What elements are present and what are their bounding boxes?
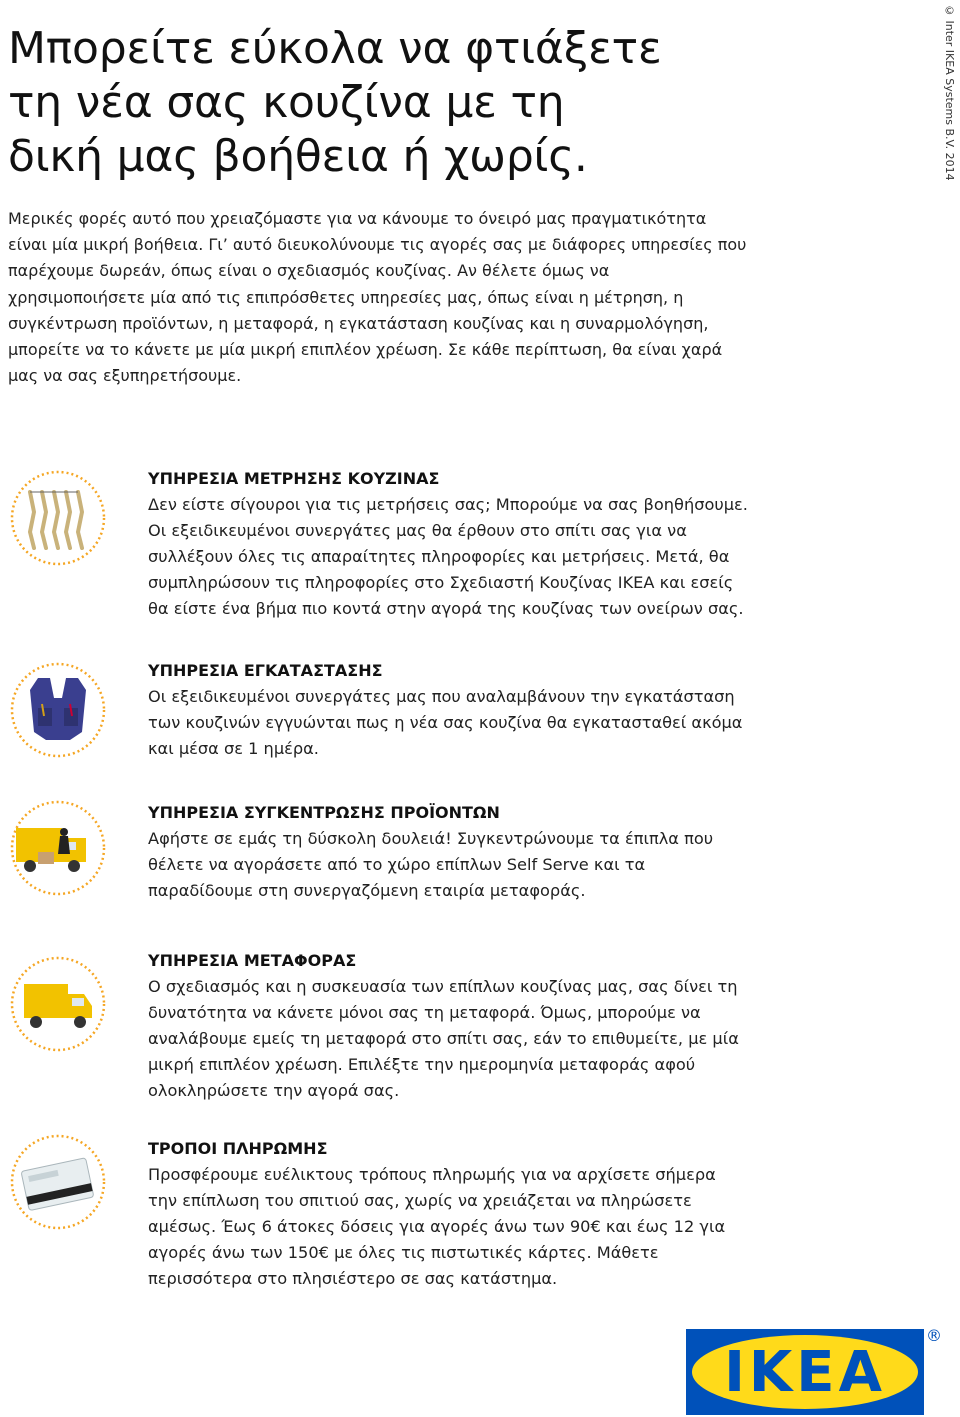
measuring-service-text: Δεν είστε σίγουροι για τις μετρήσεις σας; Μπορούμε να σας βοηθήσουμε. Οι εξειδικευμένοι συνεργάτες μας θα έρθουν στο σπίτι σας για να συλλέξουν όλες τις απαραίτητες πληροφορίες και μετρήσεις. Μετά, θα συμπληρώσουν τις πληροφορίες στο Σχεδιαστή Κουζίνας IKEA και εσείς θα είστε ένα βήμα πιο κοντά στην αγορά της κουζίνας των ονείρων σας.: [148, 495, 748, 618]
page-headline: [8, 22, 808, 184]
delivery-service-title: ΥΠΗΡΕΣΙΑ ΜΕΤΑΦΟΡΑΣ: [148, 951, 357, 970]
headline-line-2: τη νέα σας κουζίνα με τη: [8, 77, 565, 128]
registered-trademark-symbol: ®: [926, 1329, 942, 1345]
delivery-service: [148, 948, 748, 1104]
installation-service-title: ΥΠΗΡΕΣΙΑ ΕΓΚΑΤΑΣΤΑΣΗΣ: [148, 661, 383, 680]
ikea-logo: [686, 1329, 942, 1415]
collection-service-text: Αφήστε σε εμάς τη δύσκολη δουλειά! Συγκεντρώνουμε τα έπιπλα που θέλετε να αγοράσετε από το χώρο επίπλων Self Serve και τα παραδίδουμε στη συνεργαζόμενη εταιρία μεταφοράς.: [148, 829, 714, 900]
measuring-service: [148, 466, 748, 622]
collection-service-title: ΥΠΗΡΕΣΙΑ ΣΥΓΚΕΝΤΡΩΣΗΣ ΠΡΟΪΟΝΤΩΝ: [148, 803, 500, 822]
payment-methods: [148, 1136, 748, 1292]
delivery-worker-icon: [8, 798, 114, 898]
payment-methods-title: ΤΡΟΠΟΙ ΠΛΗΡΩΜΗΣ: [148, 1139, 328, 1158]
copyright-notice: © Inter IKEA Systems B.V. 2014: [943, 4, 956, 181]
delivery-service-text: Ο σχεδιασμός και η συσκευασία των επίπλων κουζίνας μας, σας δίνει τη δυνατότητα να κάνετε μόνοι σας τη μεταφορά. Όμως, μπορούμε να αναλάβουμε εμείς τη μεταφορά στο σπίτι σας, εάν το επιθυμείτε, με μία μικρή επιπλέον χρέωση. Επιλέξτε την ημερομηνία μεταφοράς αφού ολοκληρώσετε την αγορά σας.: [148, 977, 739, 1100]
credit-card-icon: [8, 1132, 108, 1232]
payment-methods-text: Προσφέρουμε ευέλικτους τρόπους πληρωμής για να αρχίσετε σήμερα την επίπλωση του σπιτιού σας, χωρίς να χρειάζεται να πληρώσετε αμέσως. Έως 6 άτοκες δόσεις για αγορές άνω των 90€ και έως 12 για αγορές άνω των 150€ με όλες τις πιστωτικές κάρτες. Μάθετε περισσότερα στο πλησιέστερο σε σας κατάστημα.: [148, 1165, 726, 1288]
installation-service-text: Οι εξειδικευμένοι συνεργάτες μας που αναλαμβάνουν την εγκατάσταση των κουζινών εγγυώνται πως η νέα σας κουζίνα θα εγκατασταθεί ακόμα και μέσα σε 1 ημέρα.: [148, 687, 743, 758]
headline-line-1: Μπορείτε εύκολα να φτιάξετε: [8, 23, 662, 74]
tool-vest-icon: [8, 660, 108, 760]
intro-paragraph: Μερικές φορές αυτό που χρειαζόμαστε για να κάνουμε το όνειρό μας πραγματικότητα είναι μία μικρή βοήθεια. Γι’ αυτό διευκολύνουμε τις αγορές σας με διάφορες υπηρεσίες που παρέχουμε δωρεάν, όπως είναι ο σχεδιασμός κουζίνας. Αν θέλετε όμως να χρησιμοποιήσετε μία από τις επιπρόσθετες υπηρεσίες μας, όπως είναι η μέτρηση, η συγκέντρωση προϊόντων, η μεταφορά, η εγκατάσταση κουζίνας και η συναρμολόγηση, μπορείτε να το κάνετε με μία μικρή επιπλέον χρέωση. Σε κάθε περίπτωση, θα είναι χαρά μας να σας εξυπηρετήσουμε.: [8, 209, 747, 386]
ikea-logo-wordmark: IKEA: [724, 1340, 886, 1405]
delivery-truck-icon: [8, 954, 108, 1054]
measuring-service-title: ΥΠΗΡΕΣΙΑ ΜΕΤΡΗΣΗΣ ΚΟΥΖΙΝΑΣ: [148, 469, 440, 488]
installation-service: [148, 658, 748, 762]
collection-service: [148, 800, 748, 904]
headline-line-3: δική μας βοήθεια ή χωρίς.: [8, 131, 588, 182]
folding-ruler-icon: [8, 468, 108, 568]
